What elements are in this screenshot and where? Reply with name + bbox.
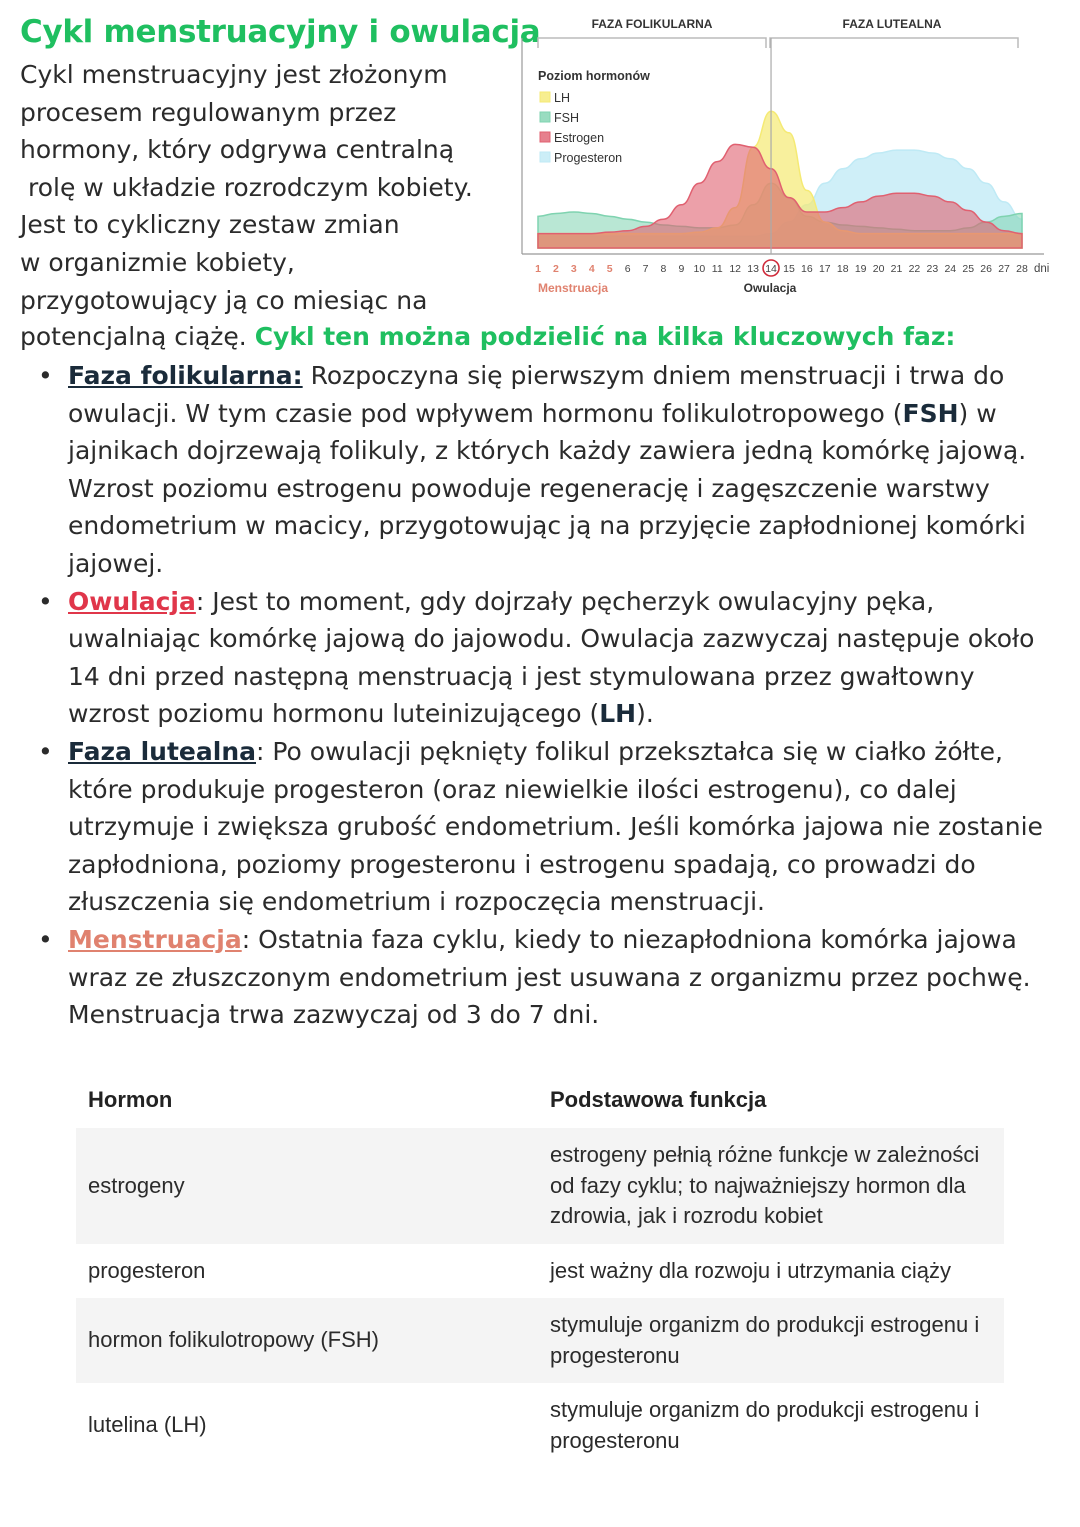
x-tick-label: 15 xyxy=(783,263,795,275)
intro-paragraph xyxy=(20,56,520,319)
intro-line: Cykl menstruacyjny jest złożonym xyxy=(20,60,448,89)
x-tick-label: 10 xyxy=(693,263,706,275)
series-layer xyxy=(538,111,1022,248)
hormone-cell: hormon folikulotropowy (FSH) xyxy=(76,1298,538,1383)
x-tick-label: 23 xyxy=(926,263,939,275)
phase-bracket-luteal xyxy=(770,38,1018,48)
x-tick-label: 27 xyxy=(998,263,1010,275)
bullet-text: ) w jajnikach dojrzewają folikuly, z których każdy zawiera jedną komórkę jajową. Wzrost poziomu estrogenu powoduje regenerację i zagęszczenie warstwy endometrium w macicy, przygotowując ją na przyjęcie zapłodnionej komórki jajowej. xyxy=(68,398,1027,578)
bullet-icon: • xyxy=(38,361,53,390)
x-tick-label: 19 xyxy=(854,263,867,275)
table-row xyxy=(76,1298,1004,1383)
y-axis-title: Poziom hormonów xyxy=(538,69,650,83)
table-row xyxy=(76,1383,1004,1468)
x-tick-label: 22 xyxy=(908,263,921,275)
bullet-text: : Po owulacji pęknięty folikul przekształca się w ciałko żółte, które produkuje progesteron (oraz niewielkie ilości estrogenu), co dalej utrzymuje i zwiększa grubość endometrium. Jeśli komórka jajowa nie zostanie zapłodniona, poziomy progesteronu i estrogenu spadają, co prowadzi do złuszczenia się endometrium i rozpoczęcia menstruacji. xyxy=(68,736,1043,917)
x-tick-label: 26 xyxy=(980,263,992,275)
intro-last-line xyxy=(20,318,955,356)
list-item-ovulation xyxy=(38,583,1058,733)
x-tick-labels xyxy=(535,260,1028,276)
term-ovulation: Owulacja xyxy=(68,586,196,616)
x-tick-label: 6 xyxy=(624,263,631,275)
phase-list xyxy=(38,357,1058,1034)
legend-label: Progesteron xyxy=(554,151,623,165)
x-tick-label: 25 xyxy=(962,263,975,275)
intro-line: rolę w układzie rozrodczym kobiety. xyxy=(28,172,473,202)
legend-label: FSH xyxy=(554,111,579,125)
bullet-icon: • xyxy=(38,736,53,766)
hormone-table xyxy=(76,1072,1004,1468)
function-cell: estrogeny pełnią różne funkcje w zależności od fazy cyklu; to najważniejszy hormon dla zdrowia, jak i rozrodu kobiet xyxy=(538,1128,1004,1244)
x-tick-label: 5 xyxy=(606,263,613,275)
phase-label-luteal: FAZA LUTEALNA xyxy=(842,17,942,31)
table-header-function: Podstawowa funkcja xyxy=(550,1087,767,1112)
abbr-fsh: FSH xyxy=(902,398,959,428)
phase-label-follicular: FAZA FOLIKULARNA xyxy=(591,17,713,31)
table-header-row xyxy=(76,1072,1004,1128)
abbr-lh: LH xyxy=(599,699,637,729)
term-follicular: Faza folikularna: xyxy=(68,361,303,390)
hormone-cell: progesteron xyxy=(88,1257,206,1283)
legend-label: Estrogen xyxy=(554,131,605,145)
bullet-text: : Jest to moment, gdy dojrzały pęcherzyk owulacyjny pęka, uwalniając komórkę jajową do jajowodu. Owulacja zazwyczaj następuje około 14 dni przed następną menstruacją i jest stymulowana przez gwałtowny wzrost poziomu hormonu luteinizującego ( xyxy=(68,586,1035,729)
ovulation-label: Owulacja xyxy=(743,281,797,295)
bullet-text: ). xyxy=(636,699,654,729)
intro-line: w organizmie kobiety, xyxy=(20,247,295,277)
legend-swatch xyxy=(540,112,550,122)
x-tick-label: 13 xyxy=(747,263,759,275)
intro-line: hormony, który odgrywa centralną xyxy=(20,135,455,165)
bullet-icon: • xyxy=(38,586,53,616)
x-tick-label: 14 xyxy=(765,263,777,275)
x-tick-label: 17 xyxy=(818,263,831,275)
x-tick-label: 24 xyxy=(944,263,957,275)
legend-swatch xyxy=(540,152,550,162)
hormone-chart xyxy=(512,8,1064,308)
list-item-menstruation xyxy=(38,921,1058,1034)
x-axis-unit: dni xyxy=(1034,263,1050,275)
x-tick-label: 11 xyxy=(711,263,723,275)
bullet-text: : Ostatnia faza cyklu, kiedy to niezapłodniona komórka jajowa wraz ze złuszczonym endometrium jest usuwana z organizmu przez pochwę. Menstruacja trwa zazwyczaj od 3 do 7 dni. xyxy=(68,924,1031,1030)
x-tick-label: 21 xyxy=(890,263,903,275)
menstruation-label: Menstruacja xyxy=(538,281,609,295)
intro-last-bold: Cykl ten można podzielić na kilka kluczowych faz: xyxy=(254,322,956,351)
x-tick-label: 18 xyxy=(836,263,849,275)
list-item-luteal xyxy=(38,733,1058,921)
hormone-cell: estrogeny xyxy=(76,1128,538,1244)
table-row xyxy=(76,1128,1004,1244)
x-tick-label: 1 xyxy=(535,263,541,275)
intro-last-plain: potencjalną ciążę. xyxy=(20,322,247,351)
x-tick-label: 16 xyxy=(801,263,813,275)
hormone-cell: lutelina (LH) xyxy=(88,1412,207,1438)
hormone-chart-svg xyxy=(512,8,1064,308)
x-tick-label: 12 xyxy=(729,263,742,275)
page-title: Cykl menstruacyjny i owulacja xyxy=(20,14,541,50)
bullet-text: Rozpoczyna się pierwszym dniem menstruacji i trwa do owulacji. W tym czasie pod wpływem hormonu folikulotropowego ( xyxy=(68,361,1005,428)
x-tick-label: 4 xyxy=(588,263,595,275)
table-row xyxy=(76,1244,1004,1299)
legend-swatch xyxy=(540,132,550,142)
x-tick-label: 7 xyxy=(642,263,649,275)
intro-line: procesem regulowanym przez xyxy=(20,97,397,127)
list-item-follicular xyxy=(38,357,1058,583)
term-luteal: Faza lutealna xyxy=(68,736,256,766)
phase-bracket-follicular xyxy=(538,38,766,48)
table-header-hormone: Hormon xyxy=(88,1087,173,1112)
term-menstruation: Menstruacja xyxy=(68,924,242,954)
function-cell: jest ważny dla rozwoju i utrzymania ciąży xyxy=(550,1257,952,1283)
x-tick-label: 8 xyxy=(660,263,667,275)
bullet-icon: • xyxy=(38,924,53,954)
chart-legend xyxy=(540,91,622,165)
function-cell: stymuluje organizm do produkcji estrogenu i progesteronu xyxy=(538,1298,1004,1383)
x-tick-label: 9 xyxy=(678,263,685,275)
x-tick-label: 28 xyxy=(1016,263,1028,275)
x-tick-label: 20 xyxy=(872,263,885,275)
intro-line: przygotowujący ją co miesiąc na xyxy=(20,285,428,315)
function-cell: stymuluje organizm do produkcji estrogenu i progesteronu xyxy=(550,1397,980,1453)
intro-line: Jest to cykliczny zestaw zmian xyxy=(20,210,400,240)
legend-label: LH xyxy=(554,91,570,105)
x-tick-label: 3 xyxy=(570,263,577,275)
legend-swatch xyxy=(540,92,550,102)
x-tick-label: 2 xyxy=(553,263,559,275)
